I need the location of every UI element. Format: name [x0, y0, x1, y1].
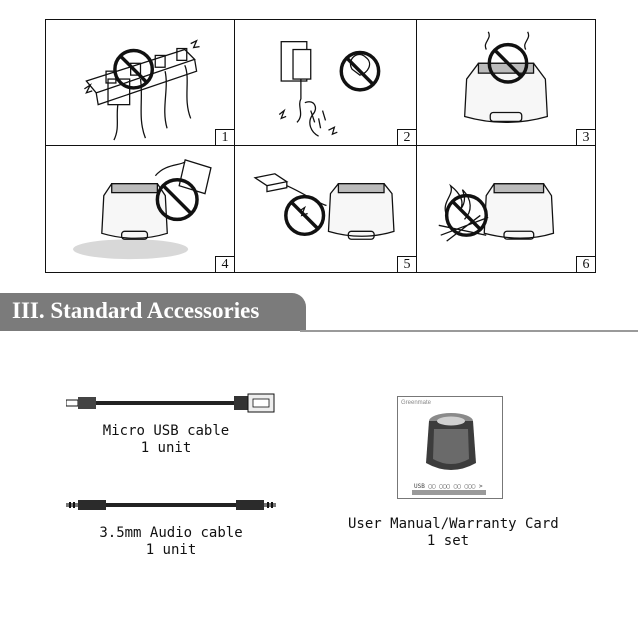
- water-spill-illustration: [46, 146, 234, 272]
- section-numeral: III: [12, 298, 39, 323]
- prohibited-icon: [286, 197, 324, 235]
- damaged-adapter-illustration: [235, 146, 416, 272]
- warning-panel-4: [46, 146, 235, 272]
- usb-cable-name: Micro USB cable: [102, 423, 230, 439]
- manual-name: User Manual/Warranty Card: [348, 516, 559, 532]
- card-footer-strip: [412, 490, 486, 495]
- card-brand: Greenmate: [401, 400, 432, 406]
- micro-usb-cable-image: [66, 392, 276, 414]
- usb-cable-qty: 1 unit: [140, 440, 192, 456]
- panel-number: 1: [215, 129, 234, 145]
- audio-cable-label: [96, 525, 246, 559]
- safety-warning-grid: [45, 19, 596, 273]
- panel-number: 4: [215, 256, 234, 272]
- section-header: [0, 293, 638, 333]
- wet-hands-plug-illustration: [235, 20, 416, 145]
- user-manual-card-image: [397, 396, 503, 499]
- warning-panel-5: [235, 146, 417, 272]
- manual-qty: 1 set: [426, 533, 470, 549]
- panel-number: 3: [576, 129, 595, 145]
- warning-panel-3: [417, 20, 595, 146]
- audio-cable-name: 3.5mm Audio cable: [99, 525, 243, 541]
- speaker-photo: [420, 411, 482, 477]
- warning-panel-6: [417, 146, 595, 272]
- heat-source-illustration: [417, 20, 595, 145]
- section-title-text: Standard Accessories: [50, 298, 260, 323]
- warning-panel-1: [46, 20, 235, 146]
- fire-illustration: [417, 146, 595, 272]
- audio-cable-image: [66, 498, 276, 512]
- panel-number: 5: [397, 256, 416, 272]
- card-footer-text: USB ▢▢ ▢▢▢ ▢▢ ▢▢▢ >: [414, 483, 483, 490]
- prohibited-icon: [341, 52, 378, 89]
- warning-panel-2: [235, 20, 417, 146]
- panel-number: 6: [576, 256, 595, 272]
- audio-cable-qty: 1 unit: [145, 542, 197, 558]
- section-title: [12, 298, 259, 324]
- manual-label: [348, 516, 559, 550]
- section-separator: .: [38, 298, 45, 323]
- overloaded-power-strip-illustration: [46, 20, 234, 145]
- section-rule: [300, 330, 638, 332]
- panel-number: 2: [397, 129, 416, 145]
- section-tab: [0, 293, 306, 331]
- usb-cable-label: [96, 423, 236, 457]
- prohibited-icon: [115, 51, 152, 88]
